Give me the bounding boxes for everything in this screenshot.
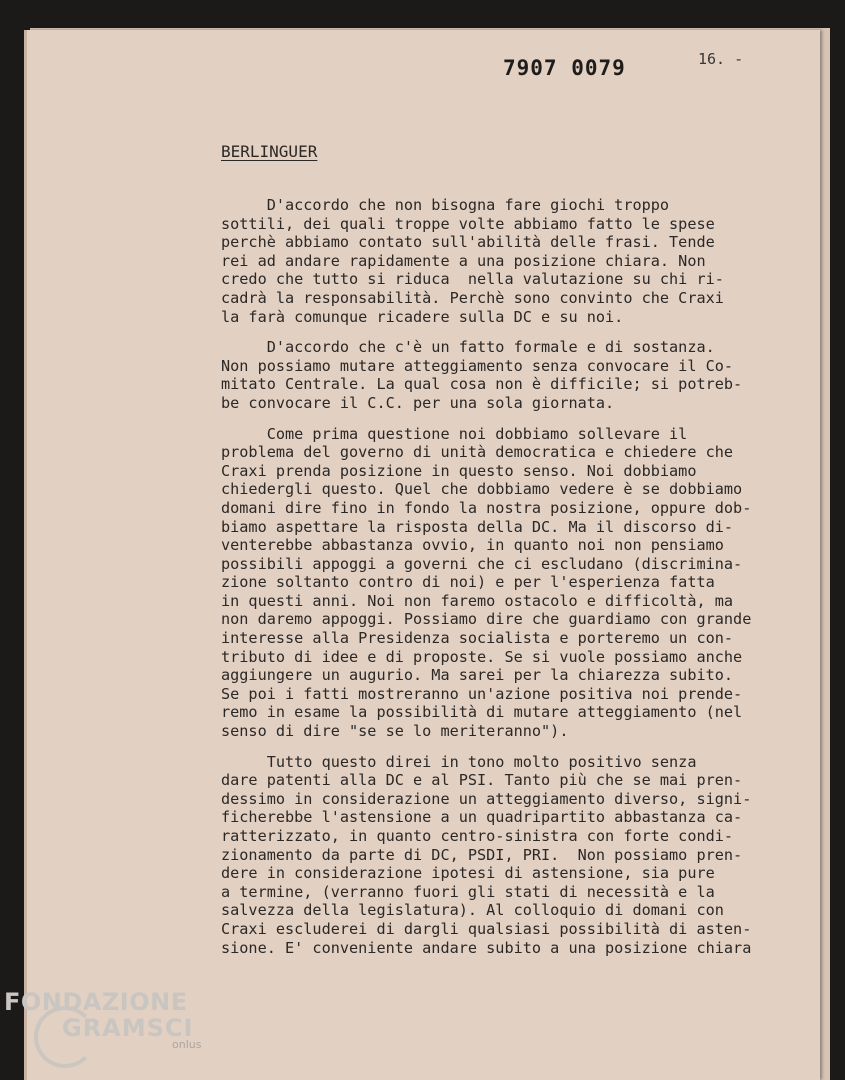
speaker-heading: BERLINGUER	[221, 142, 318, 161]
page-number: 16. -	[698, 50, 744, 68]
paragraph: D'accordo che c'è un fatto formale e di sostanza. Non possiamo mutare atteggiamento senza convocare il Co- mitato Centrale. La qual cosa non è difficile; si potreb- be convocare il C.C. per una sola giornata.	[221, 338, 743, 412]
logo-ring-icon	[34, 1006, 96, 1068]
document-body	[221, 196, 781, 969]
paragraph: D'accordo che non bisogna fare giochi troppo sottili, dei quali troppe volte abbiamo fatto le spese perchè abbiamo contato sull'abilità delle frasi. Tende rei ad andare rapidamente a una posizione chiara. Non credo che tutto si riduca nella valutazione su chi ri- cadrà la responsabilità. Perchè sono convinto che Craxi la farà comunque ricadere sulla DC e su noi.	[221, 196, 724, 326]
fondazione-gramsci-watermark	[4, 988, 201, 1051]
paragraph: Come prima questione noi dobbiamo sollevare il problema del governo di unità democratica e chiedere che Craxi prenda posizione in questo senso. Noi dobbiamo chiedergli questo. Quel che dobbiamo vedere è se dobbiamo domani dire fino in fondo la nostra posizione, oppure dob- biamo aspettare la risposta della DC. Ma il discorso di- venterebbe abbastanza ovvio, in quanto noi non pensiamo possibili appoggi a governi che ci escludano (discrimina- zione soltanto contro di noi) e per l'esperienza fatta in questi anni. Noi non faremo ostacolo e difficoltà, ma non daremo appoggi. Possiamo dire che guardiamo con grande interesse alla Presidenza socialista e porteremo un con- tributo di idee e di proposte. Se si vuole possiamo anche aggiungere un augurio. Ma sarei per la chiarezza subito. Se poi i fatti mostreranno un'azione positiva noi prende- remo in esame la possibilità di mutare atteggiamento (nel senso di dire "se se lo meriteranno").	[221, 424, 752, 741]
watermark-line-2: GRAMSCI	[62, 1014, 194, 1042]
watermark-line-3: onlus	[172, 1038, 202, 1051]
archive-doc-number: 7907 0079	[503, 56, 626, 80]
paragraph: Tutto questo direi in tono molto positivo senza dare patenti alla DC e al PSI. Tanto più che se mai pren- dessimo in considerazione un atteggiamento diverso, signi- ficherebbe l'astensione a un quadripartito abbastanza ca- ratterizzato, in quanto centro-sinistra con forte condi- zionamento da parte di DC, PSDI, PRI. Non possiamo pren- dere in considerazione ipotesi di astensione, sia pure a termine, (verranno fuori gli stati di necessità e la salvezza della legislatura). Al colloquio di domani con Craxi escluderei di dargli qualsiasi possibilità di asten- sione. E' conveniente andare subito a una posizione chiara	[221, 752, 752, 957]
watermark-line-1: FONDAZIONE	[4, 988, 188, 1016]
page-edge	[24, 30, 27, 1080]
